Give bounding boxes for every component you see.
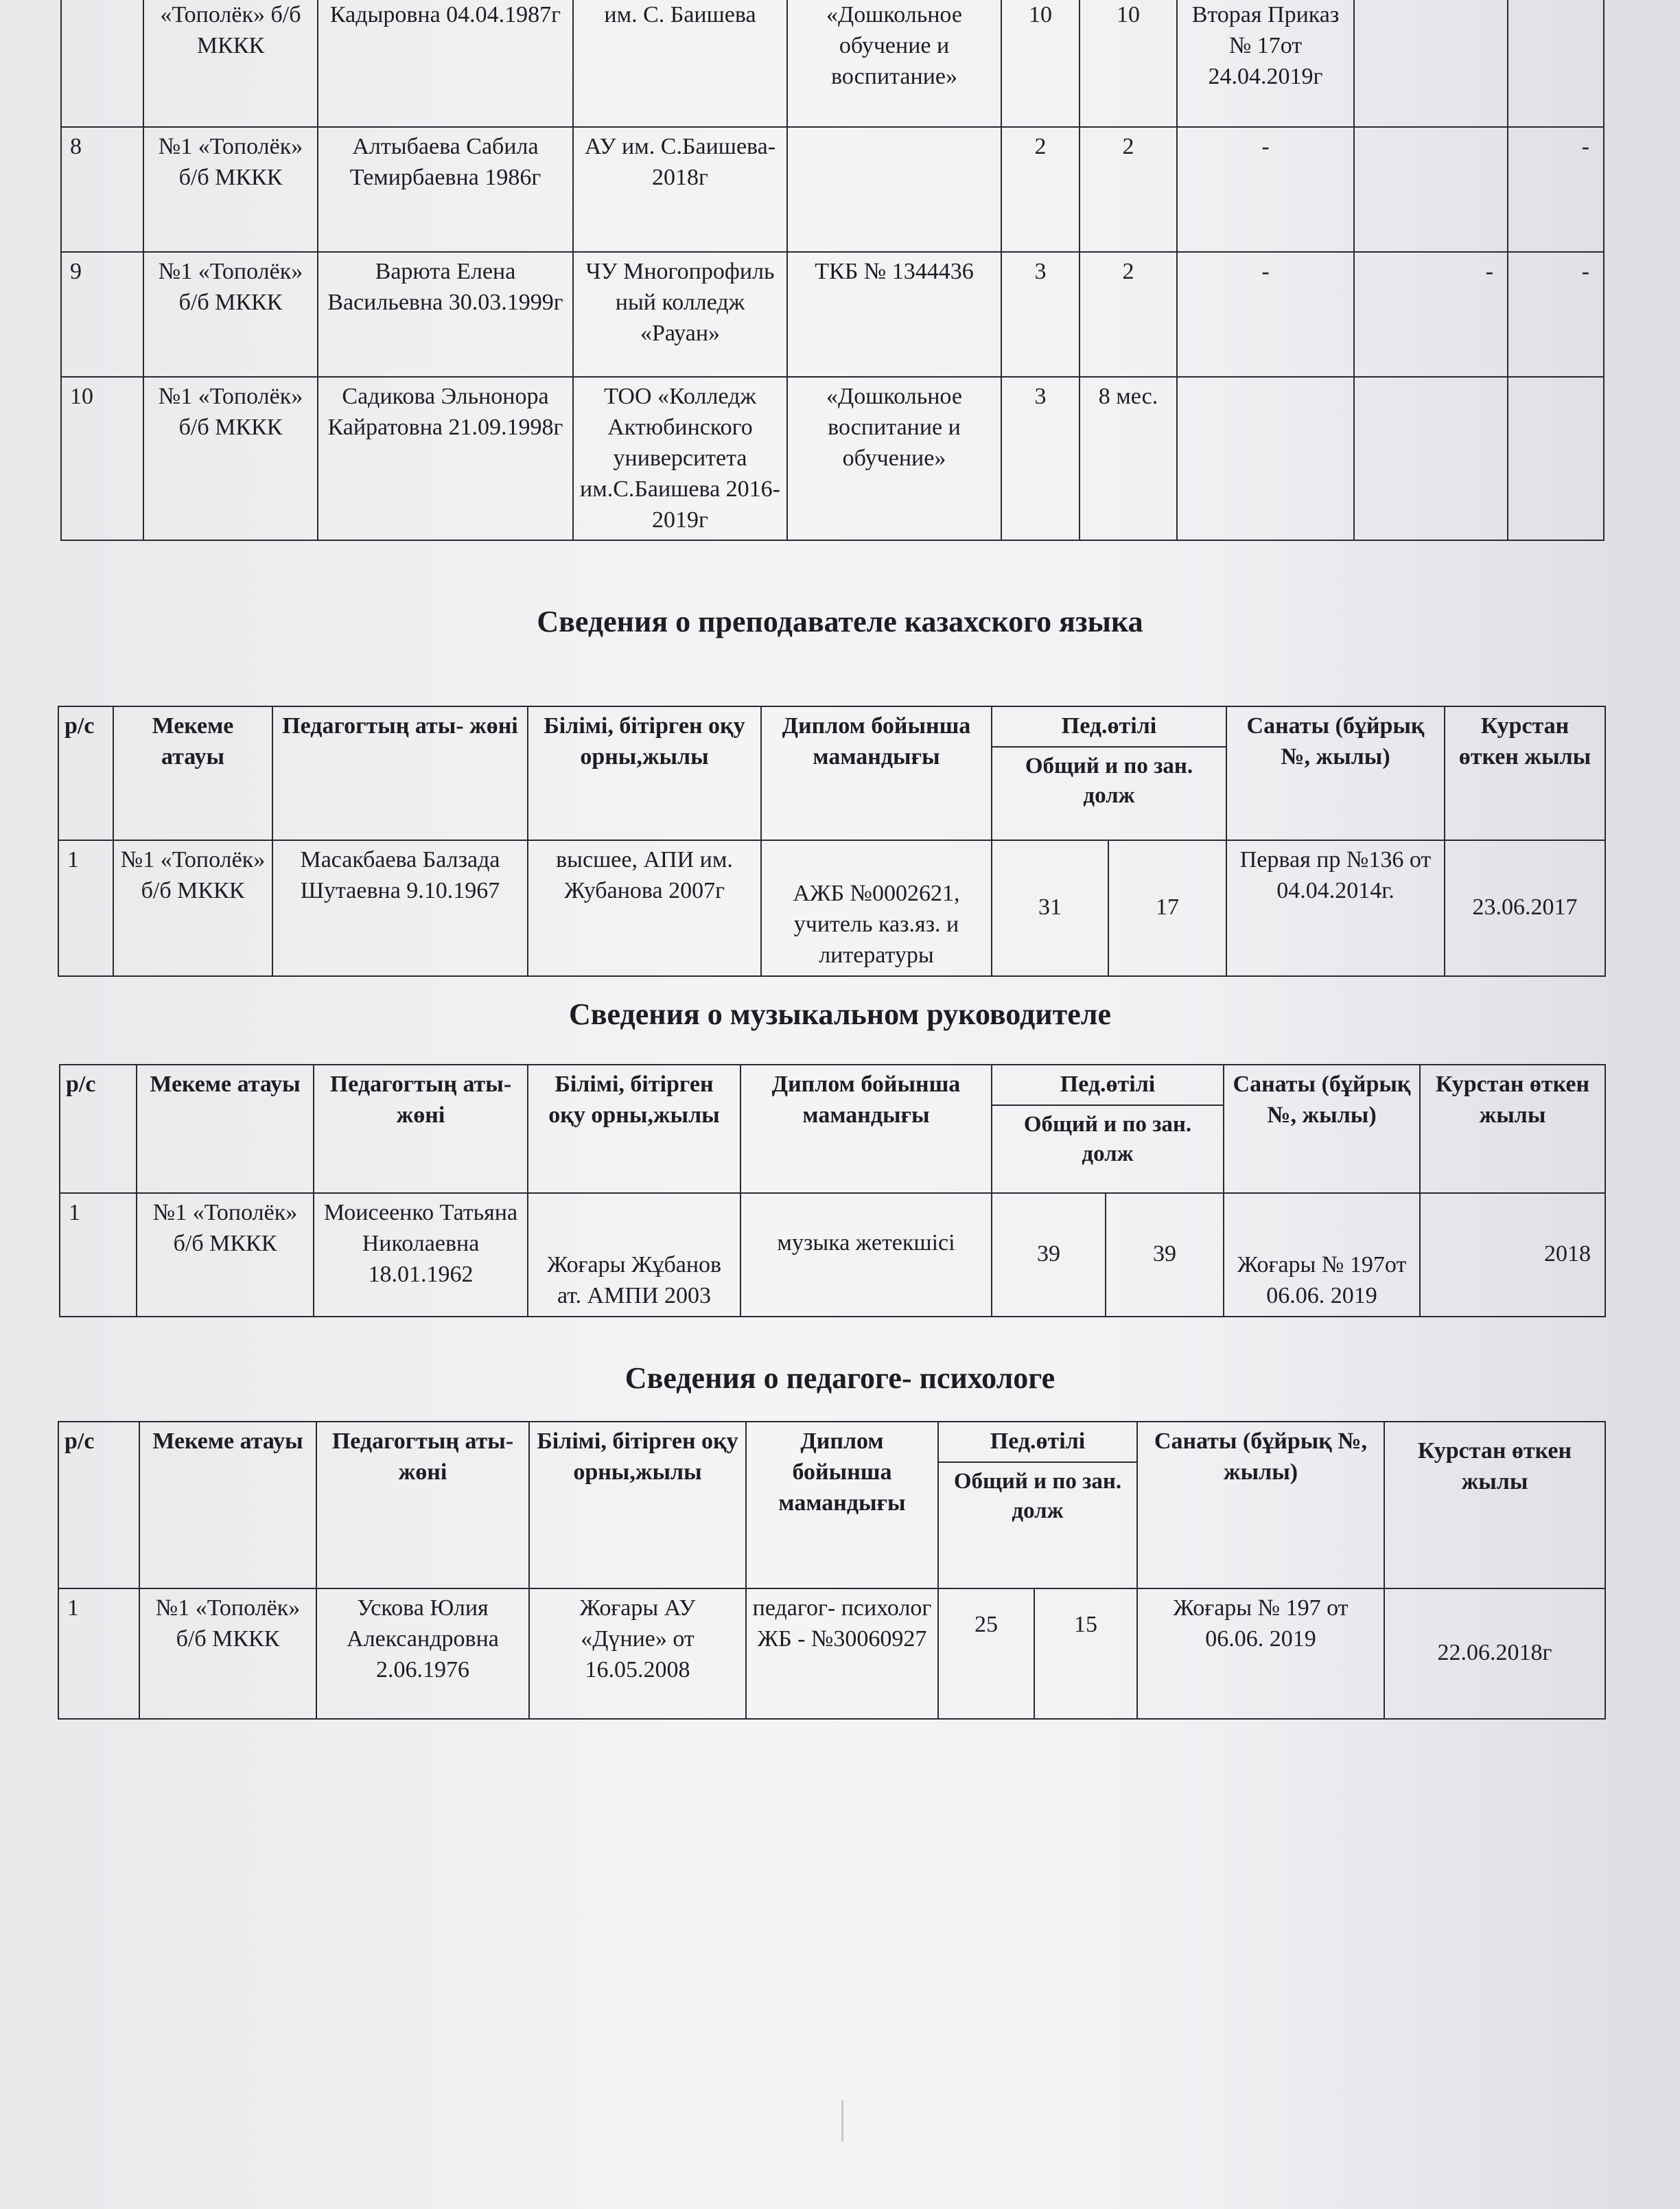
header-course: Курстан өткен жылы <box>1420 1065 1605 1193</box>
category-cell: - <box>1177 252 1354 377</box>
header-num: р/с <box>60 1065 137 1193</box>
staff-table-continued <box>60 0 1605 541</box>
header-category: Санаты (бұйрық №, жылы) <box>1224 1065 1420 1193</box>
header-num: р/с <box>58 706 113 840</box>
experience-position-cell: 2 <box>1080 252 1177 377</box>
category-cell: Жоғары № 197 от 06.06. 2019 <box>1137 1588 1384 1719</box>
header-category: Санаты (бұйрық №, жылы) <box>1226 706 1445 840</box>
teacher-name-cell: Ускова Юлия Александровна 2.06.1976 <box>316 1588 529 1719</box>
category-cell <box>1177 377 1354 540</box>
experience-total-cell: 10 <box>1001 0 1080 127</box>
header-experience-sub: Общий и по зан. долж <box>992 1105 1224 1193</box>
teacher-name-cell: Варюта Елена Васильевна 30.03.1999г <box>318 252 573 377</box>
diploma-cell: АЖБ №0002621, учитель каз.яз. и литературы <box>761 840 992 976</box>
table-row <box>58 840 1605 976</box>
row-number: 10 <box>61 377 143 540</box>
teacher-name-cell: Моисеенко Татьяна Николаевна 18.01.1962 <box>314 1193 528 1317</box>
education-cell: АУ им. С.Баишева- 2018г <box>573 127 787 252</box>
experience-position-cell: 8 мес. <box>1080 377 1177 540</box>
header-diploma: Диплом бойынша мамандығы <box>740 1065 992 1193</box>
extra-cell <box>1508 377 1604 540</box>
org-cell: №1 «Тополёк» б/б МККК <box>143 252 318 377</box>
org-cell: №1 «Тополёк» б/б МККК <box>113 840 272 976</box>
row-number: 1 <box>58 840 113 976</box>
education-cell: Жоғары Жұбанов ат. АМПИ 2003 <box>528 1193 740 1317</box>
diploma-cell: педагог- психолог ЖБ - №30060927 <box>746 1588 938 1719</box>
diploma-cell: «Дошкольное обучение и воспитание» <box>787 0 1001 127</box>
header-course: Курстан өткен жылы <box>1445 706 1605 840</box>
header-org: Мекеме атауы <box>113 706 272 840</box>
header-course: Курстан өткен жылы <box>1384 1422 1605 1588</box>
category-cell: Жоғары № 197от 06.06. 2019 <box>1224 1193 1420 1317</box>
extra-cell: - <box>1508 252 1604 377</box>
teacher-name-cell: Садикова Эльнонора Кайратовна 21.09.1998г <box>318 377 573 540</box>
paper-fold-mark <box>841 2101 843 2142</box>
header-org: Мекеме атауы <box>137 1065 314 1193</box>
org-cell: №1 «Тополёк» б/б МККК <box>137 1193 314 1317</box>
row-number <box>61 0 143 127</box>
org-cell: №1 «Тополёк» б/б МККК <box>143 377 318 540</box>
teacher-name-cell: Алтыбаева Сабила Темирбаевна 1986г <box>318 127 573 252</box>
row-number: 1 <box>60 1193 137 1317</box>
education-cell: Жоғары АУ «Дүние» от 16.05.2008 <box>529 1588 746 1719</box>
table-row <box>61 0 1604 127</box>
education-cell: ЧУ Многопрофиль ный колледж «Рауан» <box>573 252 787 377</box>
teacher-name-cell: Кадыровна 04.04.1987г <box>318 0 573 127</box>
header-name: Педагогтың аты- жөні <box>272 706 528 840</box>
experience-total-cell: 25 <box>938 1588 1034 1719</box>
table-row <box>58 1588 1605 1719</box>
category-cell: Вторая Приказ № 17от 24.04.2019г <box>1177 0 1354 127</box>
teacher-name-cell: Масакбаева Балзада Шутаевна 9.10.1967 <box>272 840 528 976</box>
course-cell: 23.06.2017 <box>1445 840 1605 976</box>
table-row <box>61 377 1604 540</box>
extra-cell <box>1354 127 1508 252</box>
education-cell: ТОО «Колледж Актюбинского университета им.С.Баишева 2016-2019г <box>573 377 787 540</box>
section-title-music: Сведения о музыкальном руководителе <box>568 997 1112 1031</box>
diploma-cell: музыка жетекшісі <box>740 1193 992 1317</box>
header-diploma: Диплом бойынша мамандығы <box>761 706 992 840</box>
course-cell: 2018 <box>1420 1193 1605 1317</box>
table-row <box>61 252 1604 377</box>
header-row <box>58 1422 1605 1462</box>
experience-total-cell: 3 <box>1001 252 1080 377</box>
header-experience: Пед.өтілі <box>938 1422 1137 1462</box>
diploma-cell <box>787 127 1001 252</box>
header-num: р/с <box>58 1422 139 1588</box>
row-number: 9 <box>61 252 143 377</box>
music-director-table <box>59 1064 1606 1317</box>
section-title-kazakh: Сведения о преподавателе казахского языка <box>537 605 1143 638</box>
category-cell: Первая пр №136 от 04.04.2014г. <box>1226 840 1445 976</box>
org-cell: №1 «Тополёк» б/б МККК <box>143 127 318 252</box>
header-row <box>58 706 1605 747</box>
header-education: Білімі, бітірген оқу орны,жылы <box>528 1065 740 1193</box>
experience-total-cell: 3 <box>1001 377 1080 540</box>
org-cell: «Тополёк» б/б МККК <box>143 0 318 127</box>
header-experience: Пед.өтілі <box>992 706 1226 747</box>
header-name: Педагогтың аты- жөні <box>316 1422 529 1588</box>
course-cell: 22.06.2018г <box>1384 1588 1605 1719</box>
header-category: Санаты (бұйрық №, жылы) <box>1137 1422 1384 1588</box>
org-cell: №1 «Тополёк» б/б МККК <box>139 1588 316 1719</box>
header-experience: Пед.өтілі <box>992 1065 1224 1105</box>
extra-cell <box>1508 0 1604 127</box>
section-title-psychologist: Сведения о педагоге- психологе <box>625 1361 1055 1395</box>
table-row <box>60 1193 1605 1317</box>
experience-total-cell: 39 <box>992 1193 1106 1317</box>
category-cell: - <box>1177 127 1354 252</box>
header-org: Мекеме атауы <box>139 1422 316 1588</box>
extra-cell: - <box>1354 252 1508 377</box>
table-row <box>61 127 1604 252</box>
header-experience-sub: Общий и по зан. долж <box>938 1462 1137 1588</box>
header-experience-sub: Общий и по зан. долж <box>992 747 1226 840</box>
experience-position-cell: 15 <box>1034 1588 1137 1719</box>
psychologist-table <box>58 1421 1606 1720</box>
experience-total-cell: 2 <box>1001 127 1080 252</box>
header-row <box>60 1065 1605 1105</box>
header-education: Білімі, бітірген оқу орны,жылы <box>529 1422 746 1588</box>
experience-total-cell: 31 <box>992 840 1108 976</box>
experience-position-cell: 39 <box>1106 1193 1224 1317</box>
row-number: 8 <box>61 127 143 252</box>
extra-cell <box>1354 377 1508 540</box>
header-diploma: Диплом бойынша мамандығы <box>746 1422 938 1588</box>
header-name: Педагогтың аты- жөні <box>314 1065 528 1193</box>
header-education: Білімі, бітірген оқу орны,жылы <box>528 706 761 840</box>
education-cell: им. С. Баишева <box>573 0 787 127</box>
experience-position-cell: 2 <box>1080 127 1177 252</box>
experience-position-cell: 17 <box>1108 840 1226 976</box>
row-number: 1 <box>58 1588 139 1719</box>
extra-cell <box>1354 0 1508 127</box>
diploma-cell: «Дошкольное воспитание и обучение» <box>787 377 1001 540</box>
experience-position-cell: 10 <box>1080 0 1177 127</box>
education-cell: высшее, АПИ им. Жубанова 2007г <box>528 840 761 976</box>
extra-cell: - <box>1508 127 1604 252</box>
diploma-cell: ТКБ № 1344436 <box>787 252 1001 377</box>
kazakh-teacher-table <box>58 706 1606 977</box>
